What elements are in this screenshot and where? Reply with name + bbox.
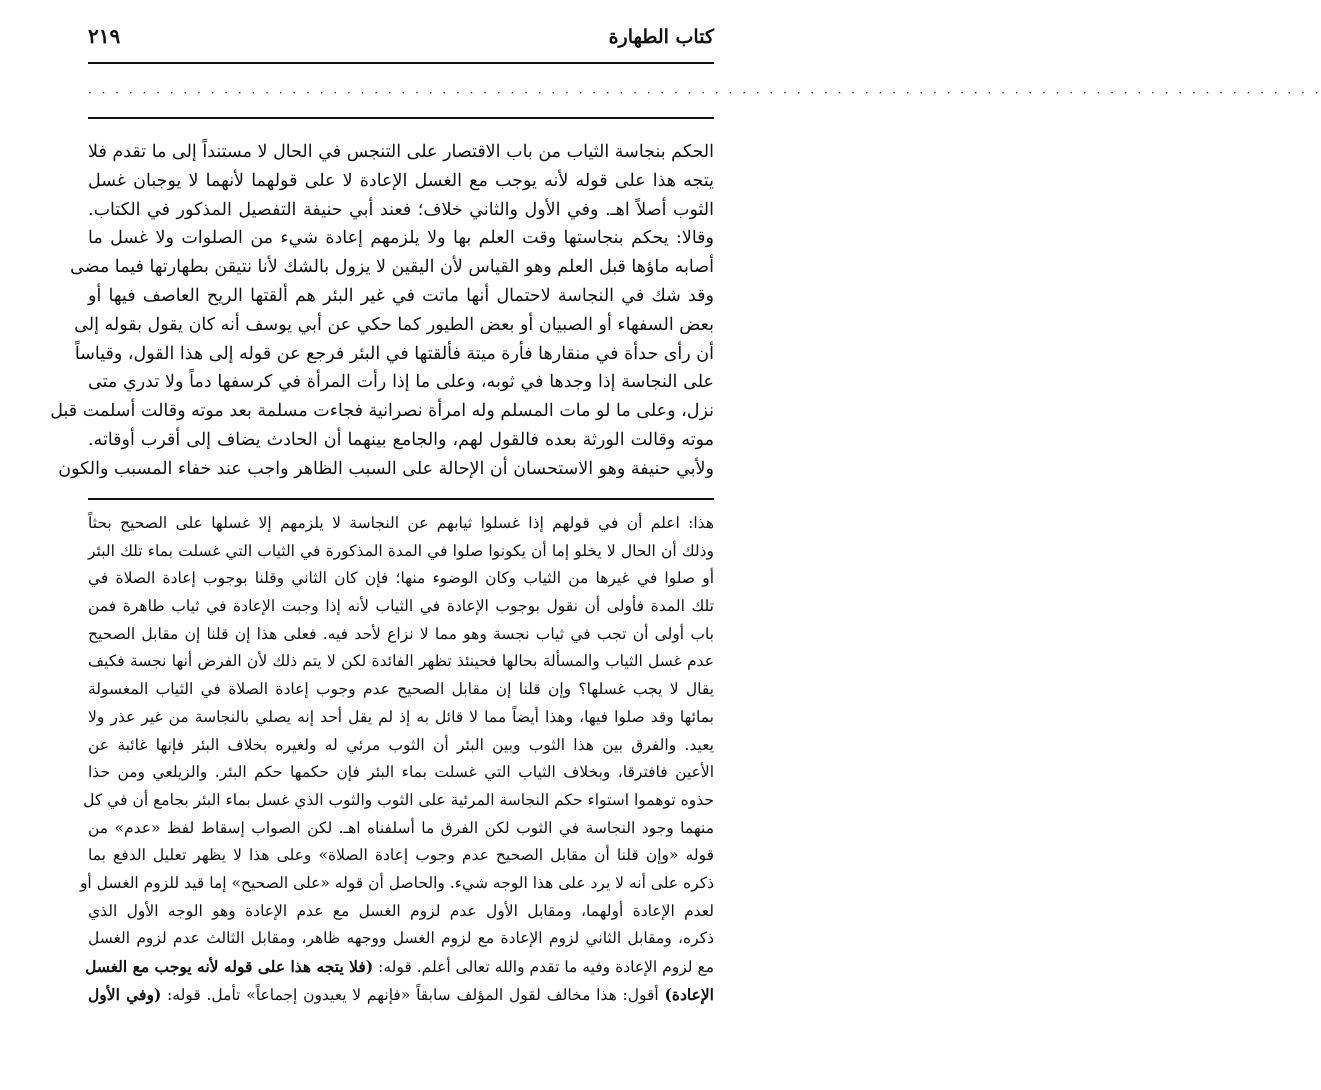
text-line: وقالا: يحكم بنجاستها وقت العلم بها ولا يلزمهم إعادة شيء من الصلوات ولا غسل ما xyxy=(88,228,714,249)
page-header xyxy=(88,22,714,56)
footnote-text xyxy=(79,510,714,1008)
text-line: حذوه توهموا استواء حكم النجاسة المرئية على الثوب والثوب الذي غسل بماء البئر بجامع أن في كل xyxy=(83,790,714,809)
footnote-rule xyxy=(88,498,714,500)
text-line: ذكره على أنه لا يرد على هذا الوجه شيء. والحاصل أن قوله «على الصحيح» إما قيد للزوم الغسل أو xyxy=(79,873,714,892)
page-number: ٢١٩ xyxy=(88,24,121,48)
text-line: ولأبي حنيفة وهو الاستحسان أن الإحالة على السبب الظاهر واجب عند خفاء المسبب والكون xyxy=(58,458,714,479)
footnote-text-plain: أقول: هذا مخالف لقول المؤلف سابقاً «فإنهم لا يعيدون إجماعاً» تأمل. قوله: xyxy=(161,985,665,1004)
text-line: أصابه ماؤها قبل العلم وهو القياس لأن اليقين لا يزول بالشك لأنا نتيقن بطهارتها فيما مضى xyxy=(70,257,714,278)
text-line: بعض السفهاء أو الصبيان أو بعض الطيور كما حكي عن أبي يوسف أنه كان يقول بقوله إلى xyxy=(74,314,714,335)
chapter-title: كتاب الطهارة xyxy=(608,26,714,48)
main-text xyxy=(50,138,714,484)
text-line: أو صلوا في غيرها من الثياب وكان الوضوء منها؛ فإن كان الثاني وقلنا بوجوب إعادة الصلاة في xyxy=(88,569,714,588)
text-line: الحكم بنجاسة الثياب من باب الاقتصار على التنجس في الحال لا مستنداً إلى ما تقدم فلا xyxy=(88,142,714,162)
text-line: على النجاسة إذا وجدها في ثوبه، وعلى ما إذا رأت المرأة في كرسفها دماً ولا تدري متى xyxy=(88,372,714,393)
text-line: بمائها وقد صلوا فيها، وهذا أيضاً مما لا قائل به إذ لم يقل أحد إنه يصلي بالنجاسة من غير عذر ولا xyxy=(88,707,714,726)
text-line: موته وقالت الورثة بعده فالقول لهم، والجامع بينهما أن الحادث يضاف إلى أقرب أوقاته. xyxy=(88,429,714,450)
main-top-rule xyxy=(88,117,714,119)
text-line: الثوب أصلاً اهـ. وفي الأول والثاني خلاف؛ فعند أبي حنيفة التفصيل المذكور في الكتاب. xyxy=(88,199,714,220)
text-line: قوله «وإن قلنا أن مقابل الصحيح عدم وجوب إعادة الصلاة» وعلى هذا لا يظهر تعليل الدفع بما xyxy=(88,846,714,865)
text-line: منهما وجود النجاسة في الثوب لكن الفرق ما أسلفناه اهـ. لكن الصواب إسقاط لفظ «عدم» من xyxy=(88,818,714,837)
text-line: يقال لا يجب غسلها؟ وإن قلنا إن مقابل الصحيح عدم وجوب إعادة الصلاة في الثياب المغسولة xyxy=(88,680,714,699)
text-line: تلك المدة فأولى أن نقول بوجوب الإعادة في الثياب لأنه إذا وجبت الإعادة في ثياب طاهرة فمن xyxy=(88,597,714,616)
text-line: هذا: اعلم أن في قولهم إذا غسلوا ثيابهم عن النجاسة لا يلزمهم إلا غسلها على الصحيح بحثاً xyxy=(88,514,714,532)
text-line xyxy=(88,981,714,1009)
footnote-text-plain: مع لزوم الإعادة وفيه ما تقدم والله تعالى أعلم. قوله: xyxy=(373,958,714,976)
text-line: باب أولى أن تجب في ثياب نجسة وهو مما لا نزاع لأحد فيه. فعلى هذا إن قلنا إن مقابل الصحيح xyxy=(88,624,714,643)
quoted-text-bold: (فلا يتجه هذا على قوله لأنه يوجب مع الغسل xyxy=(85,957,374,976)
text-line: نزل، وعلى ما لو مات المسلم وله امرأة نصرانية فجاءت مسلمة بعد موته وقالت أسلمت قبل xyxy=(50,401,714,422)
header-rule xyxy=(88,62,714,64)
dotted-separator: · · · · · · · · · · · · · · · · · · · · · · · · · · · · · · · · · · · · · · · · · · · · · · · · · · · · · · · · · · · · · · · · · · · · · · · · · · · · · · · · · · · · · · · · · · · xyxy=(88,86,1321,100)
text-line: يتجه هذا على قوله لأنه يوجب مع الغسل الإعادة لا على قولهما لأنهما لا يوجبان غسل xyxy=(88,170,714,191)
text-line: أن رأى حدأة في منقارها فأرة ميتة فألقتها في البئر فرجع عن قوله إلى هذا القول، وقياساً xyxy=(74,343,714,364)
text-line: عدم غسل الثياب والمسألة بحالها فحينئذ تظهر الفائدة لكن لا يتم ذلك لأن الفرض أنها نجسة فكيف xyxy=(88,652,714,671)
quoted-text-bold: الإعادة) xyxy=(664,984,714,1004)
text-line: وذلك أن الحال لا يخلو إما أن يكونوا صلوا في المدة المذكورة في الثياب التي غسلت بماء تلك البئر xyxy=(88,541,714,560)
text-line: وقد شك في النجاسة لاحتمال أنها ماتت في غير البئر هم ألقتها الريح العاصف فيها أو xyxy=(88,285,714,306)
text-line xyxy=(85,953,714,981)
text-line: ذكره، ومقابل الثاني لزوم الإعادة مع لزوم الغسل ووجهه ظاهر، ومقابل الثالث عدم لزوم الغسل xyxy=(88,929,714,948)
quoted-text-bold: (وفي الأول xyxy=(88,984,162,1004)
text-line: لعدم الإعادة أولهما، ومقابل الأول عدم لزوم الغسل مع عدم الإعادة وهو الوجه الأول الذي xyxy=(88,901,714,920)
text-line: الأعين فافترقا، وبخلاف الثياب التي غسلت بماء البئر فإن حكمها حكم البئر. والزيلعي ومن حذا xyxy=(88,763,714,782)
text-line: يعيد. والفرق بين هذا الثوب وبين البئر أن الثوب مرئي له ولغيره بخلاف البئر فإنها غائبة عن xyxy=(88,735,714,754)
